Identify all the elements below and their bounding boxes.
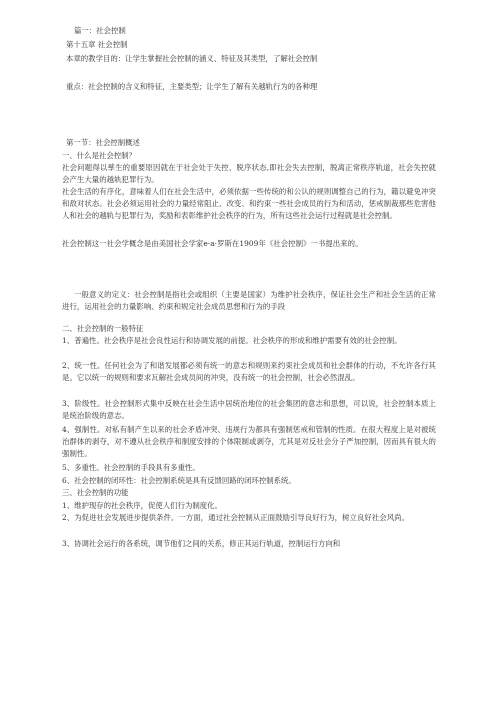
- keypoints-text: 重点：社会控制的含义和特征，主要类型；让学生了解有关越轨行为的各种理: [66, 82, 318, 91]
- question-1: 一、什么是社会控制？: [62, 151, 136, 160]
- paragraph-3: 社会控制这一社会学概念是由美国社会学家e·a·罗斯在1909年《社会控制》一书提出来的。: [62, 239, 363, 248]
- paragraph-2: 社会生活的有序化，意味着人们在社会生活中，必须依据一些传统的和公认的规则调整自己的行为，籍以避免冲突和敌对状态。社会必须运用社会的力量经常阻止、改变、和约束一些社会成员的行为和活动，惩戒制裁那些危害他人和社会的越轨与犯罪行为，奖励和表彰维护社会秩序的行为，所有这些社会运行过程就是社会控制。: [62, 187, 436, 220]
- question-3: 三、社会控制的功能: [62, 488, 129, 497]
- doc-heading: 篇一：社会控制: [74, 26, 126, 35]
- feature-5: 5、多重性。社会控制的手段具有多重性。: [62, 463, 200, 472]
- feature-2: 2、统一性。任何社会为了和谐发展都必须有统一的意志和规则来约束社会成员和社会群体的行动，不允许各行其是。它以统一的规则和要求瓦解社会成员间的冲突，没有统一的社会控制，社会必然混乱。: [62, 361, 436, 382]
- feature-6: 6、社会控制的闭环性：社会控制系统是具有反馈回路的闭环控制系统。: [62, 476, 296, 485]
- objective-text: 本章的教学目的：让学生掌握社会控制的涵义、特征及其类型，了解社会控制: [66, 54, 318, 63]
- function-2: 2、为促进社会发展进步提供条件。一方面，通过社会控制从正面鼓励引导良好行为，树立良好社会风尚。: [62, 513, 410, 522]
- definition-text: 一般意义的定义：社会控制是指社会或组织（主要是国家）为维护社会秩序，保证社会生产和社会生活的正常进行，运用社会的力量影响、约束和规定社会成员思想和行为的手段: [62, 290, 436, 311]
- feature-1: 1、普遍性。社会秩序是社会良性运行和协调发展的前提。社会秩序的形成和维护需要有效的社会控制。: [62, 336, 402, 345]
- feature-3: 3、阶级性。社会控制形式集中反映在社会生活中居统治地位的社会集团的意志和思想，可以说，社会控制本质上是统治阶级的意志。: [62, 399, 436, 420]
- question-2: 二、社会控制的一般特征: [62, 324, 144, 333]
- paragraph-1: 社会问题得以孳生的重要原因就在于社会处于失控、脱序状态,即社会失去控制，脱离正常秩序轨道，社会失控就会产生大量的越轨犯罪行为。: [62, 163, 436, 184]
- chapter-title: 第十五章 社会控制: [66, 40, 128, 49]
- function-3: 3、协调社会运行的各系统，调节他们之间的关系，修正其运行轨道，控制运行方向和: [62, 539, 341, 548]
- feature-4: 4、强制性。对私有制产生以来的社会矛盾冲突、违规行为都具有强制惩戒和管制的性质。在很大程度上是对被统治群体的剥夺，对不遵从社会秩序和制度安排的个体限制或剥夺，尤其是对反社会分子严加控制，因而具有很大的强制性。: [62, 425, 436, 458]
- section-title: 第一节：社会控制概述: [66, 138, 140, 147]
- function-1: 1、维护现存的社会秩序，促使人们行为制度化。: [62, 501, 222, 510]
